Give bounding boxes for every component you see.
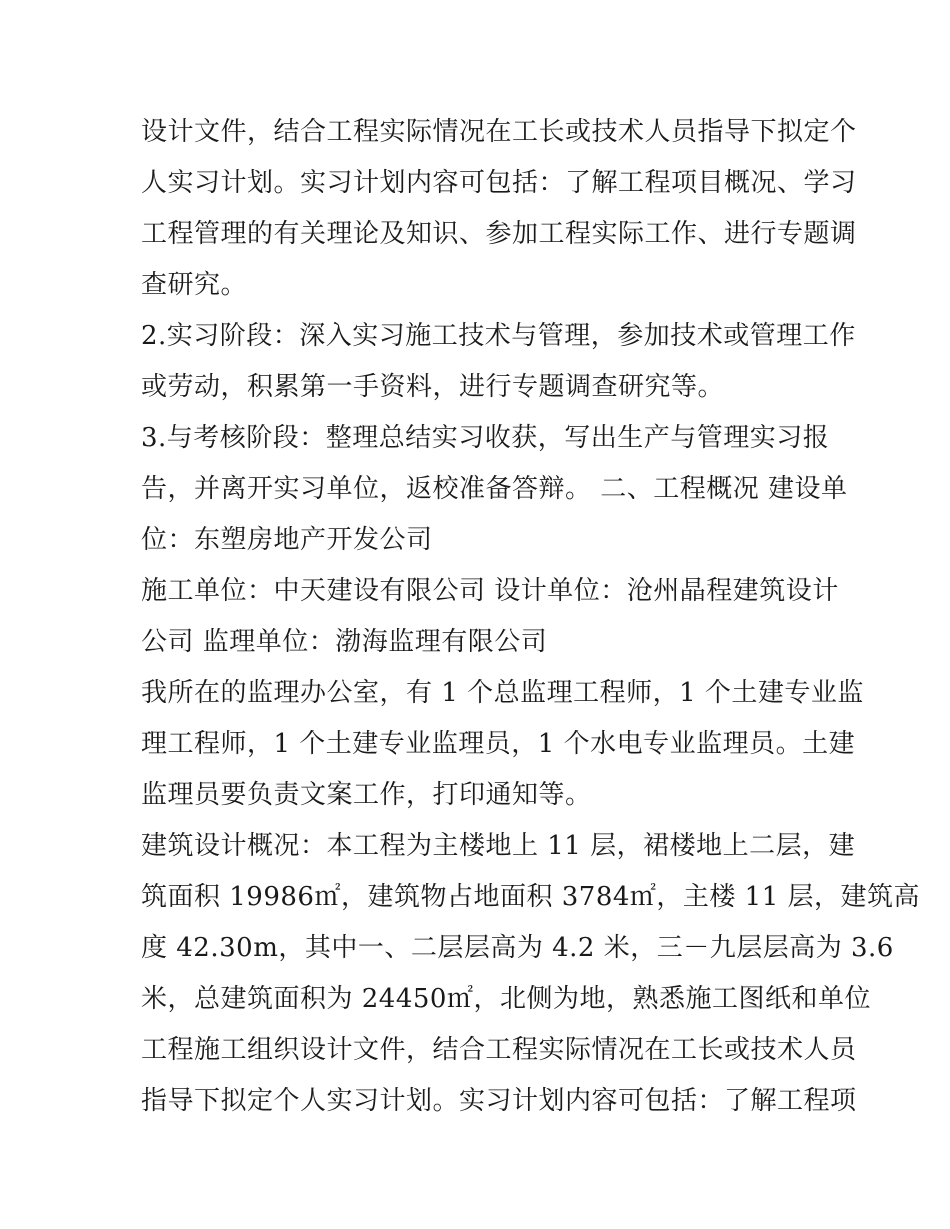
text-line: 人实习计划。实习计划内容可包括：了解工程项目概况、学习 bbox=[141, 168, 857, 198]
text-line: 或劳动，积累第一手资料，进行专题调查研究等。 bbox=[141, 372, 725, 402]
text-line: 告，并离开实习单位，返校准备答辩。 二、工程概况 建设单 bbox=[141, 474, 848, 504]
paragraph-building-design-overview bbox=[141, 821, 921, 1127]
text-line: 位：东塑房地产开发公司 bbox=[141, 525, 433, 555]
text-line: 设计文件，结合工程实际情况在工长或技术人员指导下拟定个 bbox=[141, 117, 857, 147]
text-line: 建筑设计概况：本工程为主楼地上 11 层，裙楼地上二层，建 bbox=[141, 831, 856, 861]
text-line: 3.与考核阶段：整理总结实习收获，写出生产与管理实习报 bbox=[141, 423, 830, 453]
body-text bbox=[141, 107, 921, 1127]
text-line: 工程管理的有关理论及知识、参加工程实际工作、进行专题调 bbox=[141, 219, 857, 249]
text-line: 筑面积 19986㎡，建筑物占地面积 3784㎡，主楼 11 层，建筑高 bbox=[141, 882, 921, 912]
text-line: 监理员要负责文案工作，打印通知等。 bbox=[141, 780, 592, 810]
paragraph-construction-units bbox=[141, 566, 839, 668]
text-line: 理工程师，1 个土建专业监理员，1 个水电专业监理员。土建 bbox=[141, 729, 856, 759]
paragraph-intro-plan bbox=[141, 107, 857, 311]
text-line: 我所在的监理办公室，有 1 个总监理工程师，1 个土建专业监 bbox=[141, 678, 864, 708]
text-line: 查研究。 bbox=[141, 270, 248, 300]
text-line: 工程施工组织设计文件，结合工程实际情况在工长或技术人员 bbox=[141, 1035, 857, 1065]
paragraph-internship-stage bbox=[141, 311, 856, 413]
text-line: 施工单位：中天建设有限公司 设计单位：沧州晶程建筑设计 bbox=[141, 576, 839, 606]
paragraph-assessment-stage bbox=[141, 413, 848, 566]
text-line: 指导下拟定个人实习计划。实习计划内容可包括：了解工程项 bbox=[141, 1086, 857, 1116]
text-line: 米，总建筑面积为 24450㎡，北侧为地，熟悉施工图纸和单位 bbox=[141, 984, 871, 1014]
text-line: 2.实习阶段：深入实习施工技术与管理，参加技术或管理工作 bbox=[141, 321, 856, 351]
paragraph-supervision-office bbox=[141, 668, 864, 821]
text-line: 度 42.30m，其中一、二层层高为 4.2 米，三－九层层高为 3.6 bbox=[141, 933, 894, 963]
text-line: 公司 监理单位：渤海监理有限公司 bbox=[141, 627, 548, 657]
